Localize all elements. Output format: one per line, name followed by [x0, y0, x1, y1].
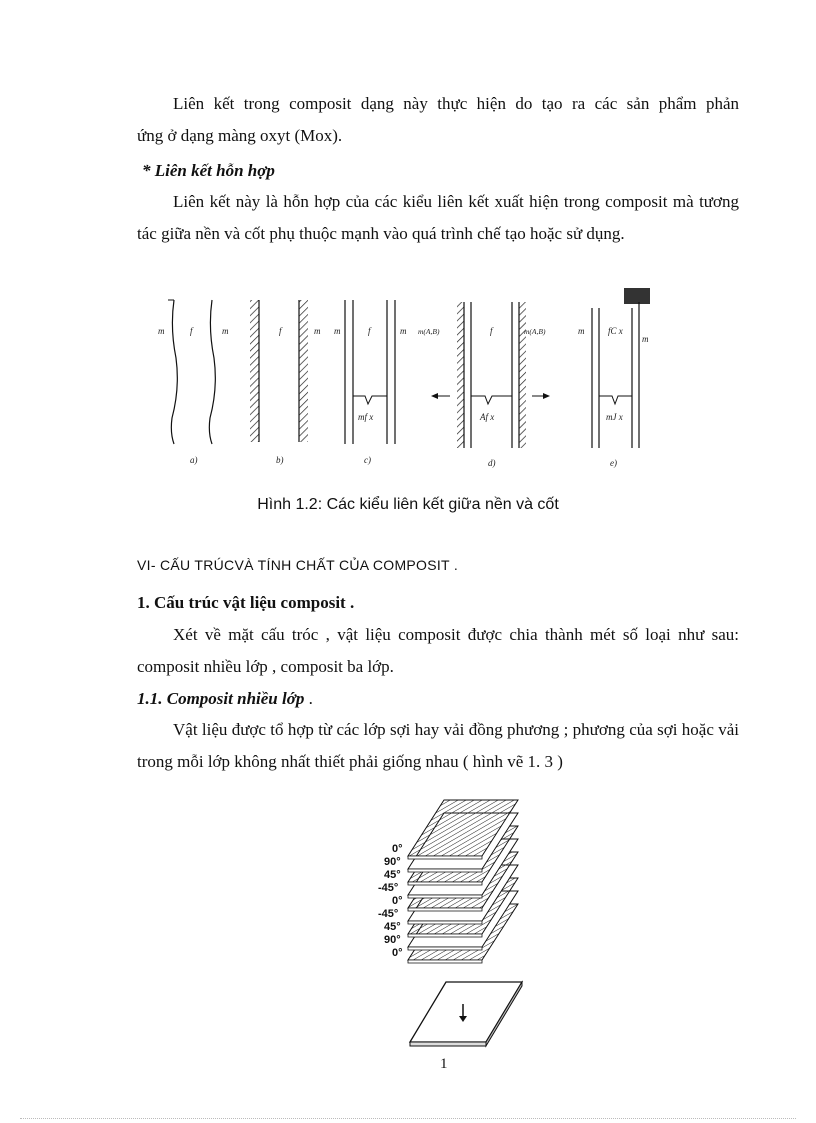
paragraph-line: Liên kết trong composit dạng này thực hiện do tạo ra các sản phẩm phản — [173, 94, 739, 113]
ply-angle-label: 90° — [384, 934, 401, 946]
panel-c — [345, 300, 395, 444]
panel-d-left-label: m(A,B) — [418, 327, 440, 336]
panel-d-center-label: f — [490, 326, 493, 336]
ply-angle-label: -45° — [378, 882, 399, 894]
panel-a-left-label: m — [158, 326, 165, 336]
panel-a-caption: a) — [190, 455, 198, 465]
ply-angle-label: 0° — [392, 947, 403, 959]
panel-b-right-label: m — [314, 326, 321, 336]
page-footer-rule — [20, 1118, 796, 1119]
ply-edge — [408, 856, 482, 859]
panel-b — [250, 300, 308, 442]
panel-a-center-label: f — [190, 326, 193, 336]
ply-angle-label: 45° — [384, 921, 401, 933]
panel-c-caption: c) — [364, 455, 371, 465]
ply-angle-label: -45° — [378, 908, 399, 920]
paragraph-bonding-oxide — [137, 88, 739, 152]
panel-e-right-label: m — [642, 334, 649, 344]
ply-edge — [408, 895, 482, 898]
panel-c-left-label: m — [334, 326, 341, 336]
paragraph-structure: Xét về mặt cấu tróc , vật liệu composit được chia thành mét số loại như sau: composit nhiều lớp , composit ba lớp. — [137, 625, 739, 676]
ply-angle-label: 0° — [392, 843, 403, 855]
panel-e-left-label: m — [578, 326, 585, 336]
subsection-heading-multilayer — [137, 683, 739, 715]
panel-b-caption: b) — [276, 455, 284, 465]
subsection-title-suffix: . — [304, 689, 313, 708]
panel-a-right-label: m — [222, 326, 229, 336]
panel-d — [431, 302, 550, 448]
panel-d-bottom-label: Af x — [480, 412, 495, 422]
ply-labels — [378, 843, 403, 959]
panel-c-bottom-label: mf x — [358, 412, 374, 422]
ply-edge — [408, 921, 482, 924]
ply-angle-label: 45° — [384, 869, 401, 881]
panel-a — [168, 300, 215, 444]
ply-edge — [408, 908, 482, 911]
laminate-plate — [410, 982, 522, 1046]
panel-c-right-label: m — [400, 326, 407, 336]
panel-d-right-label: m(A,B) — [524, 327, 546, 336]
ply-angle-label: 0° — [392, 895, 403, 907]
ply-edge — [408, 882, 482, 885]
ply-stack — [408, 800, 518, 963]
paragraph-mixed-bonding: Liên kết này là hỗn hợp của các kiểu liên kết xuất hiện trong composit mà tương tác giữa nền và cốt phụ thuộc mạnh vào quá trình chế tạo hoặc sử dụng. — [137, 192, 739, 243]
subsection-heading: 1. Cấu trúc vật liệu composit . — [137, 593, 355, 612]
ply-edge — [408, 947, 482, 950]
figure-caption: Hình 1.2: Các kiểu liên kết giữa nền và cốt — [257, 496, 559, 513]
ply-edge — [408, 934, 482, 937]
panel-e-caption: e) — [610, 458, 617, 468]
figure-bonding-types — [150, 288, 652, 478]
paragraph-line: ứng ở dạng màng oxyt (Mox). — [137, 126, 343, 145]
ply-angle-label: 90° — [384, 856, 401, 868]
panel-d-caption: d) — [488, 458, 496, 468]
heading-mixed-bonding: * Liên kết hỗn hợp — [142, 161, 275, 180]
ply-edge — [408, 869, 482, 872]
figure-laminate-layers — [370, 786, 530, 1076]
section-heading: VI- CẤU TRÚCVÀ TÍNH CHẤT CỦA COMPOSIT . — [137, 557, 459, 573]
panel-c-center-label: f — [368, 326, 371, 336]
panel-b-center-label: f — [279, 326, 282, 336]
panel-e — [592, 288, 650, 448]
ply-edge — [408, 960, 482, 963]
subsection-title: 1.1. Composit nhiều lớp — [137, 689, 305, 708]
panel-e-bottom-label: mJ x — [606, 412, 623, 422]
paragraph-multilayer: Vật liệu được tổ hợp từ các lớp sợi hay vải đồng phương ; phương của sợi hoặc vải trong mỗi lớp không nhất thiết phải giống nhau ( hình vẽ 1. 3 ) — [137, 720, 739, 771]
panel-e-center-label: fC x — [608, 326, 623, 336]
figure-label: 1 — [440, 1056, 448, 1072]
